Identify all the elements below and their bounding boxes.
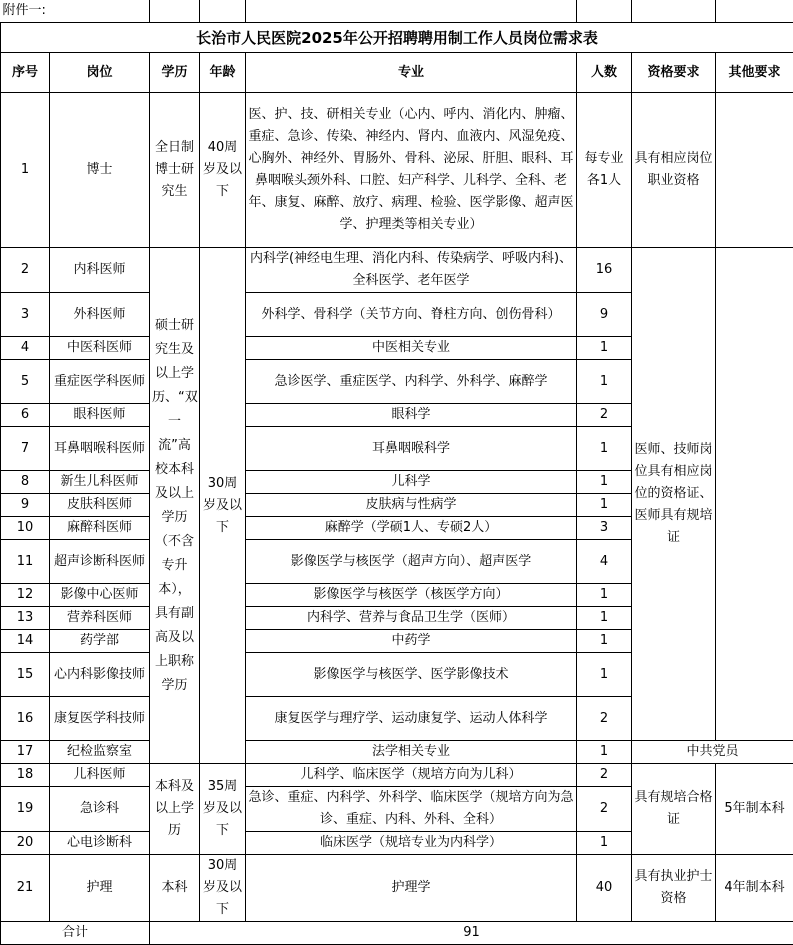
row-no: 20 <box>1 832 50 855</box>
total-value: 91 <box>150 922 793 945</box>
row-major: 影像医学与核医学（超声方向）、超声医学 <box>246 540 577 584</box>
age-30: 30周岁及以下 <box>200 248 246 764</box>
header-no: 序号 <box>1 53 50 93</box>
row-position: 麻醉科医师 <box>50 517 150 540</box>
row-major: 医、护、技、研相关专业（心内、呼内、消化内、肿瘤、重症、急诊、传染、神经内、肾内、血液内、风湿免疫、心胸外、神经外、胃肠外、骨科、泌尿、肝胆、眼科、耳鼻咽喉头颈外科、口腔、妇产科学、儿科学、全科、老年、康复、麻醉、放疗、病理、检验、医学影像、超声医学、护理类等相关专业） <box>246 93 577 248</box>
row-no: 4 <box>1 337 50 360</box>
row-count: 4 <box>577 540 632 584</box>
row-position: 儿科医师 <box>50 764 150 787</box>
row-position: 纪检监察室 <box>50 741 150 764</box>
qualification-doctor-group: 医师、技师岗位具有相应岗位的资格证、医师具有规培证 <box>632 248 716 741</box>
qualification-guipei: 具有规培合格证 <box>632 764 716 855</box>
qualification-doctor: 具有相应岗位职业资格 <box>632 93 716 248</box>
row-major: 耳鼻咽喉科学 <box>246 427 577 471</box>
row-major: 影像医学与核医学、医学影像技术 <box>246 653 577 697</box>
row-major: 护理学 <box>246 855 577 922</box>
row-count: 1 <box>577 360 632 404</box>
row-position: 外科医师 <box>50 293 150 337</box>
row-count: 2 <box>577 697 632 741</box>
row-position: 影像中心医师 <box>50 584 150 607</box>
row-position: 康复医学科技师 <box>50 697 150 741</box>
row-major: 急诊、重症、内科学、外科学、临床医学（规培方向为急诊、重症、内科、外科、全科） <box>246 787 577 832</box>
row-count: 1 <box>577 607 632 630</box>
row-count: 2 <box>577 787 632 832</box>
row-major: 临床医学（规培专业为内科学） <box>246 832 577 855</box>
row-no: 14 <box>1 630 50 653</box>
education-doctor: 全日制博士研究生 <box>150 93 200 248</box>
row-no: 6 <box>1 404 50 427</box>
row-count: 1 <box>577 832 632 855</box>
row-major: 中医相关专业 <box>246 337 577 360</box>
row-major: 法学相关专业 <box>246 741 577 764</box>
other-empty <box>716 248 793 741</box>
row-position: 新生儿科医师 <box>50 471 150 494</box>
row-major: 皮肤病与性病学 <box>246 494 577 517</box>
row-no: 18 <box>1 764 50 787</box>
row-major: 急诊医学、重症医学、内科学、外科学、麻醉学 <box>246 360 577 404</box>
age-35: 35周岁及以下 <box>200 764 246 855</box>
header-other: 其他要求 <box>716 53 793 93</box>
count-doctor: 每专业各1人 <box>577 93 632 248</box>
row-no: 12 <box>1 584 50 607</box>
row-position: 超声诊断科医师 <box>50 540 150 584</box>
row-count: 3 <box>577 517 632 540</box>
row-count: 1 <box>577 741 632 764</box>
education-bachelor-up: 本科及以上学历 <box>150 764 200 855</box>
row-no: 10 <box>1 517 50 540</box>
row-no: 3 <box>1 293 50 337</box>
row-major: 儿科学、临床医学（规培方向为儿科） <box>246 764 577 787</box>
education-bachelor: 本科 <box>150 855 200 922</box>
row-no: 8 <box>1 471 50 494</box>
row-position: 护理 <box>50 855 150 922</box>
row-major: 影像医学与核医学（核医学方向） <box>246 584 577 607</box>
row-no: 2 <box>1 248 50 293</box>
row-position: 博士 <box>50 93 150 248</box>
education-master: 硕士研究生及以上学历、“双一流”高校本科及以上学历（不含专升本），具有副高及以上职称学历 <box>150 248 200 764</box>
row-no: 1 <box>1 93 50 248</box>
row-count: 16 <box>577 248 632 293</box>
row-no: 21 <box>1 855 50 922</box>
row-position: 内科医师 <box>50 248 150 293</box>
row-no: 15 <box>1 653 50 697</box>
row-major: 麻醉学（学硕1人、专硕2人） <box>246 517 577 540</box>
row-no: 17 <box>1 741 50 764</box>
header-count: 人数 <box>577 53 632 93</box>
row-major: 儿科学 <box>246 471 577 494</box>
row-major: 内科学(神经电生理、消化内科、传染病学、呼吸内科)、全科医学、老年医学 <box>246 248 577 293</box>
row-position: 药学部 <box>50 630 150 653</box>
qualification-party: 中共党员 <box>632 741 793 764</box>
row-position: 眼科医师 <box>50 404 150 427</box>
row-count: 2 <box>577 404 632 427</box>
row-count: 1 <box>577 494 632 517</box>
row-major: 内科学、营养与食品卫生学（医师） <box>246 607 577 630</box>
row-count: 1 <box>577 337 632 360</box>
row-count: 1 <box>577 427 632 471</box>
row-position: 心内科影像技师 <box>50 653 150 697</box>
other-4-year: 4年制本科 <box>716 855 793 922</box>
row-count: 1 <box>577 630 632 653</box>
row-position: 心电诊断科 <box>50 832 150 855</box>
row-count: 1 <box>577 653 632 697</box>
row-count: 2 <box>577 764 632 787</box>
row-position: 急诊科 <box>50 787 150 832</box>
row-no: 7 <box>1 427 50 471</box>
row-major: 中药学 <box>246 630 577 653</box>
other-empty <box>716 93 793 248</box>
attachment-label: 附件一: <box>1 0 150 23</box>
row-no: 19 <box>1 787 50 832</box>
row-count: 40 <box>577 855 632 922</box>
row-no: 11 <box>1 540 50 584</box>
row-no: 5 <box>1 360 50 404</box>
table-title: 长治市人民医院2025年公开招聘聘用制工作人员岗位需求表 <box>1 23 793 53</box>
header-major: 专业 <box>246 53 577 93</box>
row-major: 康复医学与理疗学、运动康复学、运动人体科学 <box>246 697 577 741</box>
row-no: 13 <box>1 607 50 630</box>
row-major: 外科学、骨科学（关节方向、脊柱方向、创伤骨科） <box>246 293 577 337</box>
header-education: 学历 <box>150 53 200 93</box>
row-position: 中医科医师 <box>50 337 150 360</box>
qualification-nurse: 具有执业护士资格 <box>632 855 716 922</box>
header-qualification: 资格要求 <box>632 53 716 93</box>
row-position: 重症医学科医师 <box>50 360 150 404</box>
row-no: 16 <box>1 697 50 741</box>
row-count: 1 <box>577 584 632 607</box>
age-30-nurse: 30周岁及以下 <box>200 855 246 922</box>
other-5-year: 5年制本科 <box>716 764 793 855</box>
total-label: 合计 <box>1 922 150 945</box>
age-40: 40周岁及以下 <box>200 93 246 248</box>
row-count: 1 <box>577 471 632 494</box>
row-count: 9 <box>577 293 632 337</box>
row-major: 眼科学 <box>246 404 577 427</box>
header-age: 年龄 <box>200 53 246 93</box>
row-position: 营养科医师 <box>50 607 150 630</box>
row-position: 皮肤科医师 <box>50 494 150 517</box>
header-position: 岗位 <box>50 53 150 93</box>
row-position: 耳鼻咽喉科医师 <box>50 427 150 471</box>
row-no: 9 <box>1 494 50 517</box>
